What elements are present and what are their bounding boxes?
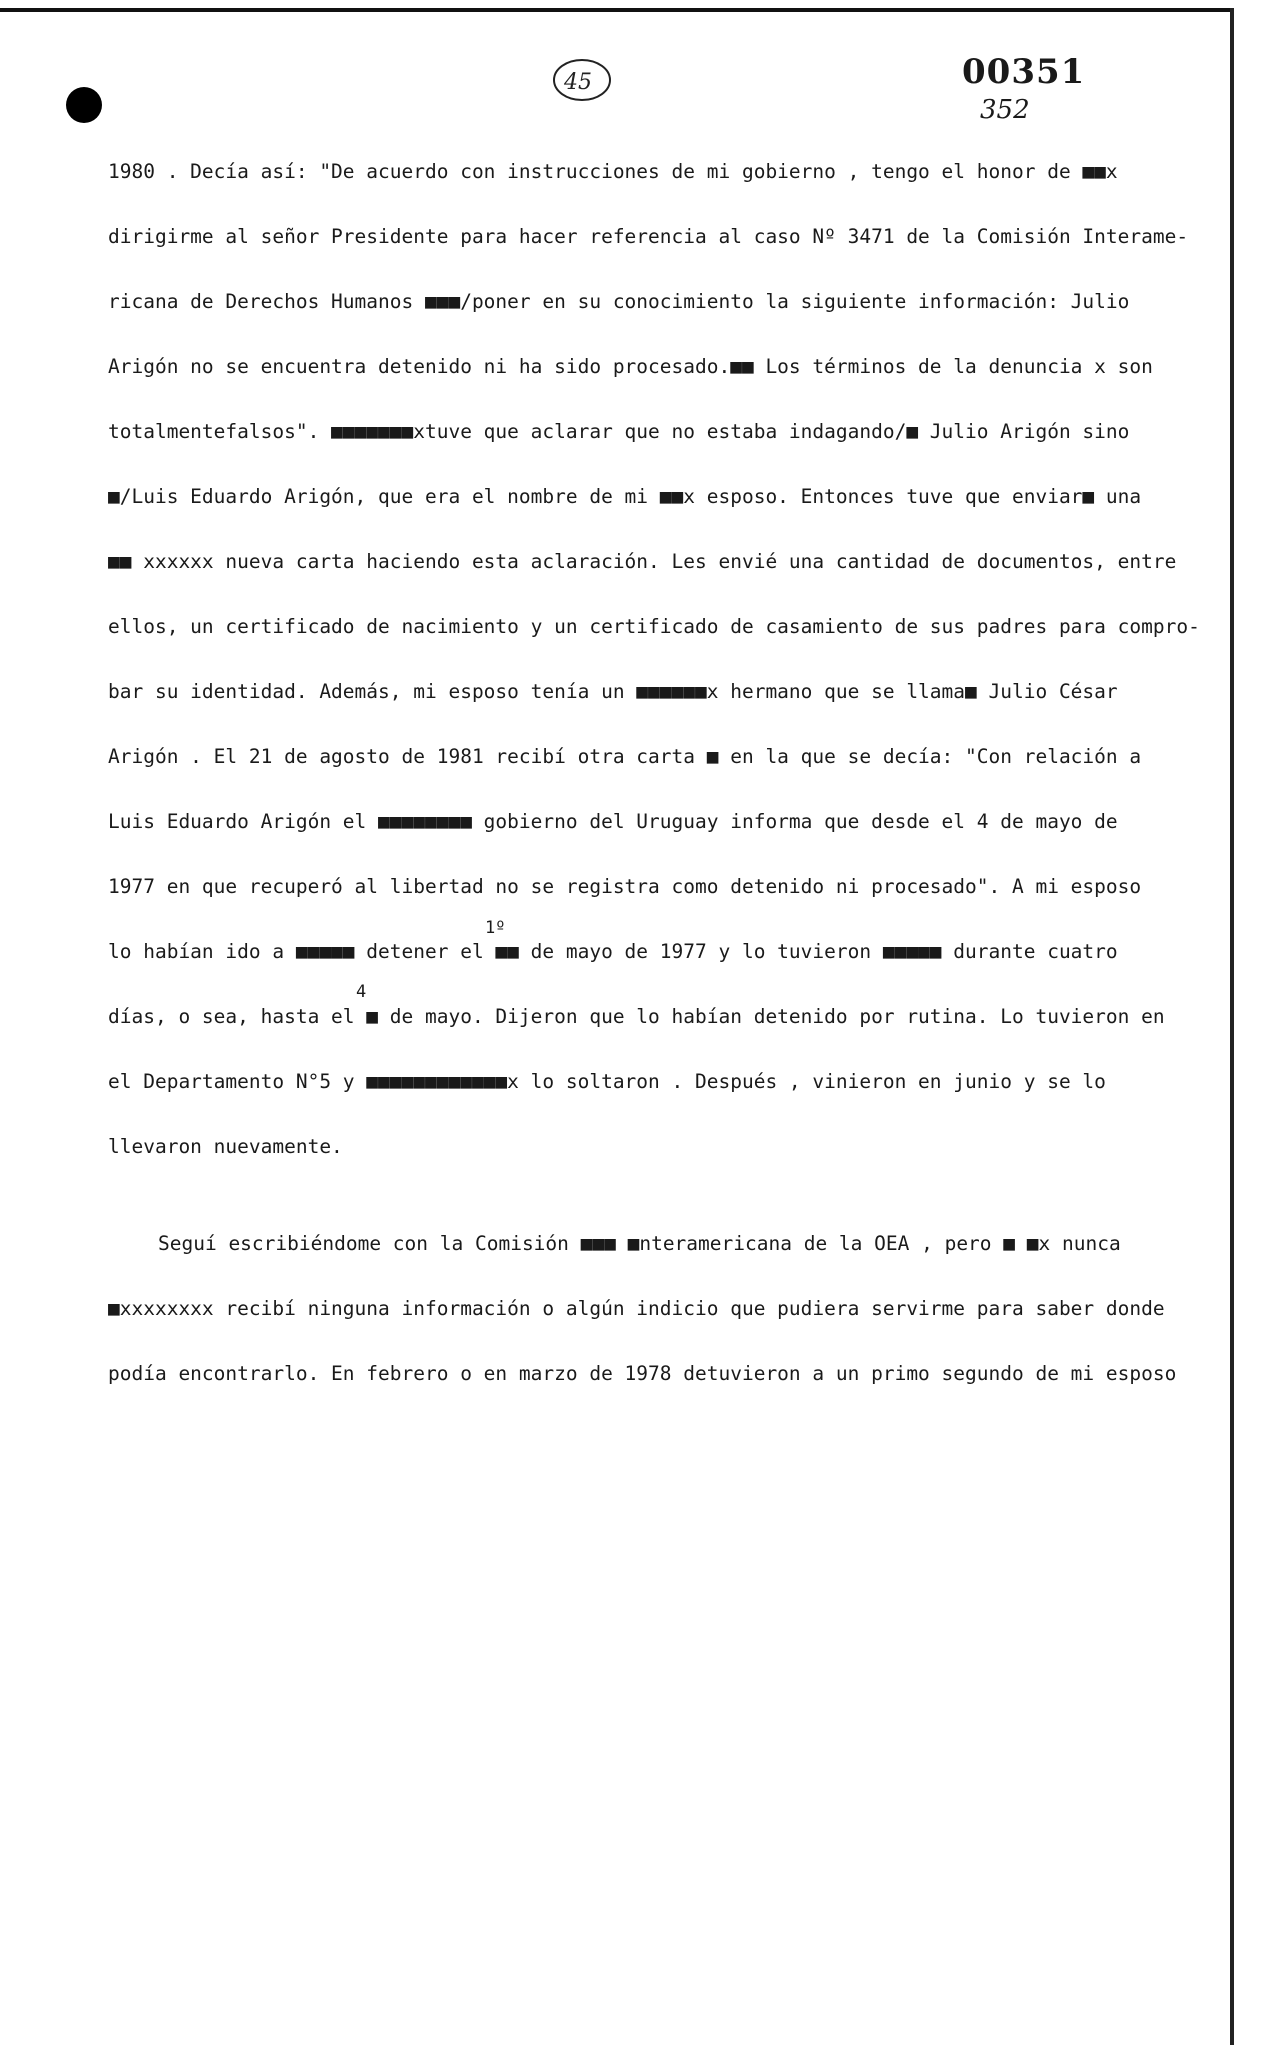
page-number-typed: 00351 xyxy=(962,52,1086,92)
document-body xyxy=(108,152,1200,1419)
right-border xyxy=(1230,8,1234,2045)
text-line: ■■ xxxxxx nueva carta haciendo esta aclaración. Les envié una cantidad de documentos, entre xyxy=(108,550,1177,573)
text-line: Arigón no se encuentra detenido ni ha sido procesado.■■ Los términos de la denuncia x son xyxy=(108,355,1153,378)
page-number-handwritten: 352 xyxy=(980,95,1030,125)
top-border xyxy=(0,8,1232,12)
paragraph-line: Seguí escribiéndome con la Comisión ■■■ ■nteramericana de la OEA , pero ■ ■x nunca xyxy=(158,1232,1121,1255)
punch-hole xyxy=(66,87,102,123)
text-line: totalmentefalsos". ■■■■■■■xtuve que aclarar que no estaba indagando/■ Julio Arigón sino xyxy=(108,420,1130,443)
stamp-circle-icon xyxy=(550,58,620,108)
superscript-correction-4: 4 xyxy=(356,982,367,1002)
paragraph-line: podía encontrarlo. En febrero o en marzo de 1978 detuvieron a un primo segundo de mi esposo xyxy=(108,1362,1177,1385)
text-line: ricana de Derechos Humanos ■■■/poner en su conocimiento la siguiente información: Julio xyxy=(108,290,1130,313)
superscript-correction-1: 1º xyxy=(485,918,506,938)
text-line: Luis Eduardo Arigón el ■■■■■■■■ gobierno del Uruguay informa que desde el 4 de mayo de xyxy=(108,810,1118,833)
text-line: el Departamento N°5 y ■■■■■■■■■■■■x lo soltaron . Después , vinieron en junio y se lo xyxy=(108,1070,1106,1093)
text-line: ellos, un certificado de nacimiento y un certificado de casamiento de sus padres para compro- xyxy=(108,615,1200,638)
folio-stamp xyxy=(550,58,620,112)
paragraph-line: ■xxxxxxxx recibí ninguna información o algún indicio que pudiera servirme para saber donde xyxy=(108,1297,1165,1320)
text-line: Arigón . El 21 de agosto de 1981 recibí otra carta ■ en la que se decía: "Con relación a xyxy=(108,745,1142,768)
text-line: lo habían ido a ■■■■■ detener el ■■ de mayo de 1977 y lo tuvieron ■■■■■ durante cuatro xyxy=(108,940,1118,963)
text-line: llevaron nuevamente. xyxy=(108,1135,343,1158)
text-line: dirigirme al señor Presidente para hacer referencia al caso Nº 3471 de la Comisión Interame- xyxy=(108,225,1189,248)
stamp-number: 45 xyxy=(564,70,592,95)
text-line: 1977 en que recuperó al libertad no se registra como detenido ni procesado". A mi esposo xyxy=(108,875,1142,898)
text-line: ■/Luis Eduardo Arigón, que era el nombre de mi ■■x esposo. Entonces tuve que enviar■ una xyxy=(108,485,1142,508)
text-line: 1980 . Decía así: "De acuerdo con instrucciones de mi gobierno , tengo el honor de ■■x xyxy=(108,160,1118,183)
text-line: bar su identidad. Además, mi esposo tenía un ■■■■■■x hermano que se llama■ Julio César xyxy=(108,680,1118,703)
text-line: días, o sea, hasta el ■ de mayo. Dijeron que lo habían detenido por rutina. Lo tuvieron en xyxy=(108,1005,1165,1028)
